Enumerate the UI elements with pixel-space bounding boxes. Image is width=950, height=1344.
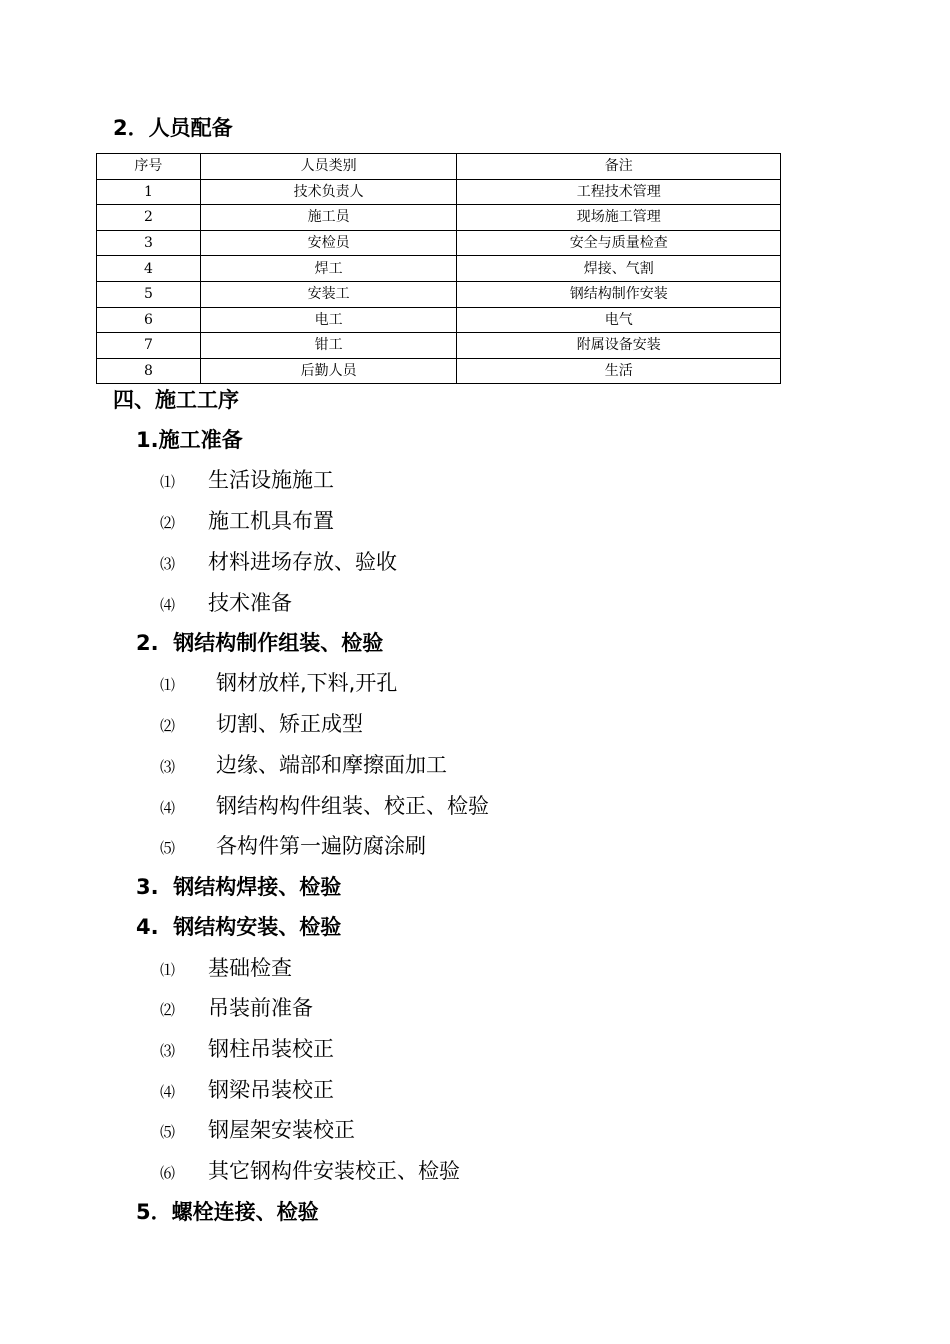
list-item-number: ⑵ bbox=[160, 514, 176, 532]
table-row bbox=[97, 256, 781, 282]
table-cell: 焊工 bbox=[200, 256, 457, 282]
list-item-number: ⑸ bbox=[160, 839, 176, 857]
table-cell: 电气 bbox=[457, 307, 781, 333]
list-item bbox=[160, 708, 363, 738]
list-item-text: 钢梁吊装校正 bbox=[208, 1078, 334, 1102]
list-item bbox=[160, 546, 397, 576]
table-row bbox=[97, 230, 781, 256]
list-item bbox=[160, 830, 426, 860]
header-cell-notes: 备注 bbox=[457, 154, 781, 180]
list-item-text: 钢结构构件组装、校正、检验 bbox=[216, 794, 489, 818]
list-item-text: 边缘、端部和摩擦面加工 bbox=[216, 753, 447, 777]
table-cell: 安全与质量检查 bbox=[457, 230, 781, 256]
table-cell: 生活 bbox=[457, 358, 781, 384]
table-row bbox=[97, 281, 781, 307]
list-item-text: 吊装前准备 bbox=[208, 996, 313, 1020]
list-item-text: 钢柱吊装校正 bbox=[208, 1037, 334, 1061]
list-item-number: ⑶ bbox=[160, 555, 176, 573]
list-item-number: ⑵ bbox=[160, 1001, 176, 1019]
step-title: 2. 钢结构制作组装、检验 bbox=[136, 631, 384, 655]
table-cell: 安检员 bbox=[200, 230, 457, 256]
list-item-number: ⑷ bbox=[160, 596, 176, 614]
step-title: 3. 钢结构焊接、检验 bbox=[136, 875, 342, 899]
list-item-text: 各构件第一遍防腐涂刷 bbox=[216, 834, 426, 858]
list-item-text: 其它钢构件安装校正、检验 bbox=[208, 1159, 460, 1183]
table-cell: 电工 bbox=[200, 307, 457, 333]
step-title: 1.施工准备 bbox=[136, 428, 243, 452]
table-cell: 7 bbox=[97, 333, 201, 359]
list-item-text: 基础检查 bbox=[208, 956, 292, 980]
list-item bbox=[160, 1155, 460, 1185]
list-item-number: ⑴ bbox=[160, 676, 176, 694]
table-cell: 1 bbox=[97, 179, 201, 205]
table-cell: 4 bbox=[97, 256, 201, 282]
list-item-text: 钢材放样,下料,开孔 bbox=[216, 671, 398, 695]
table-header-row bbox=[97, 154, 781, 180]
list-item-number: ⑶ bbox=[160, 1042, 176, 1060]
list-item-number: ⑷ bbox=[160, 799, 176, 817]
table-row bbox=[97, 205, 781, 231]
table-cell: 3 bbox=[97, 230, 201, 256]
list-item-number: ⑷ bbox=[160, 1083, 176, 1101]
list-item bbox=[160, 1033, 334, 1063]
table-cell: 附属设备安装 bbox=[457, 333, 781, 359]
list-item-number: ⑴ bbox=[160, 961, 176, 979]
table-cell: 后勤人员 bbox=[200, 358, 457, 384]
list-item-text: 生活设施施工 bbox=[208, 468, 334, 492]
table-cell: 6 bbox=[97, 307, 201, 333]
list-item-number: ⑵ bbox=[160, 717, 176, 735]
section-title-process: 四、施工工序 bbox=[113, 388, 239, 412]
list-item bbox=[160, 667, 397, 697]
table-row bbox=[97, 333, 781, 359]
list-item bbox=[160, 464, 334, 494]
list-item-number: ⑶ bbox=[160, 758, 176, 776]
list-item bbox=[160, 1114, 355, 1144]
header-cell-index: 序号 bbox=[97, 154, 201, 180]
list-item-text: 材料进场存放、验收 bbox=[208, 550, 397, 574]
staff-table bbox=[96, 153, 781, 384]
table-cell: 施工员 bbox=[200, 205, 457, 231]
table-cell: 现场施工管理 bbox=[457, 205, 781, 231]
list-item bbox=[160, 1074, 334, 1104]
list-item-text: 施工机具布置 bbox=[208, 509, 334, 533]
table-cell: 钢结构制作安装 bbox=[457, 281, 781, 307]
table-cell: 安装工 bbox=[200, 281, 457, 307]
table-cell: 技术负责人 bbox=[200, 179, 457, 205]
list-item-text: 技术准备 bbox=[208, 591, 292, 615]
table-cell: 5 bbox=[97, 281, 201, 307]
list-item-number: ⑹ bbox=[160, 1164, 176, 1182]
step-title: 5．螺栓连接、检验 bbox=[136, 1200, 319, 1224]
list-item-number: ⑸ bbox=[160, 1123, 176, 1141]
table-row bbox=[97, 307, 781, 333]
table-row bbox=[97, 358, 781, 384]
step-title: 4. 钢结构安装、检验 bbox=[136, 915, 342, 939]
list-item bbox=[160, 790, 489, 820]
table-cell: 8 bbox=[97, 358, 201, 384]
table-cell: 钳工 bbox=[200, 333, 457, 359]
list-item bbox=[160, 505, 334, 535]
header-cell-category: 人员类别 bbox=[200, 154, 457, 180]
list-item bbox=[160, 992, 313, 1022]
section-title-staff: 2．人员配备 bbox=[113, 116, 233, 140]
list-item bbox=[160, 587, 292, 617]
table-row bbox=[97, 179, 781, 205]
table-cell: 2 bbox=[97, 205, 201, 231]
table-cell: 工程技术管理 bbox=[457, 179, 781, 205]
list-item-text: 钢屋架安装校正 bbox=[208, 1118, 355, 1142]
list-item bbox=[160, 952, 292, 982]
table-cell: 焊接、气割 bbox=[457, 256, 781, 282]
list-item-number: ⑴ bbox=[160, 473, 176, 491]
list-item-text: 切割、矫正成型 bbox=[216, 712, 363, 736]
list-item bbox=[160, 749, 447, 779]
